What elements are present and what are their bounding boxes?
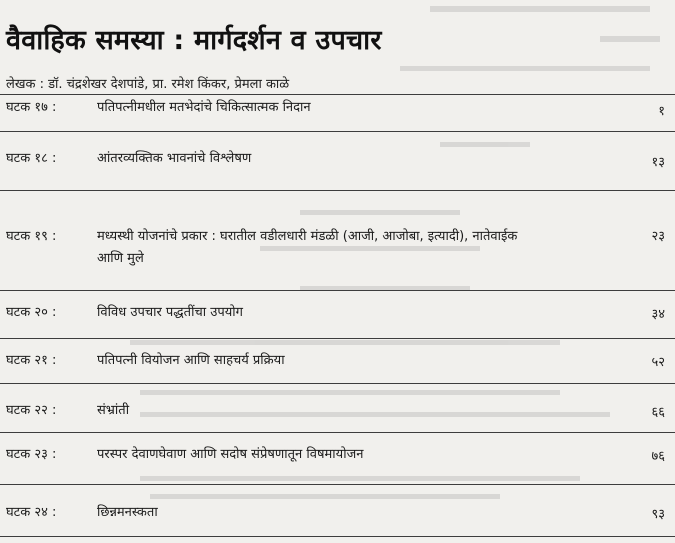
book-title: वैवाहिक समस्या : मार्गदर्शन व उपचार (6, 25, 382, 56)
page-number: १३ (651, 155, 665, 170)
unit-number: घटक १८ : (6, 151, 57, 166)
contents-row (0, 97, 675, 129)
page-number: ६६ (651, 405, 665, 420)
header-divider (0, 94, 675, 95)
page-number: १ (658, 104, 665, 119)
row-divider (0, 536, 675, 537)
row-divider (0, 383, 675, 384)
chapter-title: पतिपत्नी वियोजन आणि साहचर्य प्रक्रिया (97, 353, 285, 368)
row-divider (0, 432, 675, 433)
page-number: ९३ (651, 507, 665, 522)
page-number: ५२ (651, 355, 665, 370)
chapter-title: पतिपत्नीमधील मतभेदांचे चिकित्सात्मक निदान (97, 100, 311, 115)
row-divider (0, 484, 675, 485)
authors-line: लेखक : डॉ. चंद्रशेखर देशपांडे, प्रा. रमेश किंकर, प्रेमला काळे (6, 77, 290, 92)
row-divider (0, 131, 675, 132)
unit-number: घटक २२ : (6, 403, 57, 418)
contents-row (0, 502, 675, 532)
row-divider (0, 338, 675, 339)
unit-number: घटक १७ : (6, 100, 57, 115)
contents-row (0, 350, 675, 382)
contents-row (0, 226, 675, 278)
unit-number: घटक २३ : (6, 447, 57, 462)
unit-number: घटक १९ : (6, 229, 57, 244)
page-number: ३४ (651, 307, 665, 322)
row-divider (0, 290, 675, 291)
unit-number: घटक २१ : (6, 353, 57, 368)
chapter-title: संभ्रांती (97, 403, 130, 418)
page-number: २३ (651, 229, 665, 244)
contents-row (0, 148, 675, 180)
row-divider (0, 190, 675, 191)
chapter-title: छिन्नमनस्कता (97, 505, 158, 520)
chapter-title: विविध उपचार पद्धतींचा उपयोग (97, 305, 243, 320)
contents-row (0, 400, 675, 432)
unit-number: घटक २४ : (6, 505, 57, 520)
contents-row (0, 302, 675, 334)
chapter-title: परस्पर देवाणघेवाण आणि सदोष संप्रेषणातून विषमायोजन (97, 447, 364, 462)
contents-row (0, 444, 675, 476)
page-number: ७६ (651, 449, 665, 464)
chapter-title: मध्यस्थी योजनांचे प्रकार : घरातील वडीलधारी मंडळी (आजी, आजोबा, इत्यादी), नातेवाईक आणि मुले (97, 229, 518, 266)
chapter-title: आंतरव्यक्तिक भावनांचे विश्लेषण (97, 151, 252, 166)
unit-number: घटक २० : (6, 305, 57, 320)
